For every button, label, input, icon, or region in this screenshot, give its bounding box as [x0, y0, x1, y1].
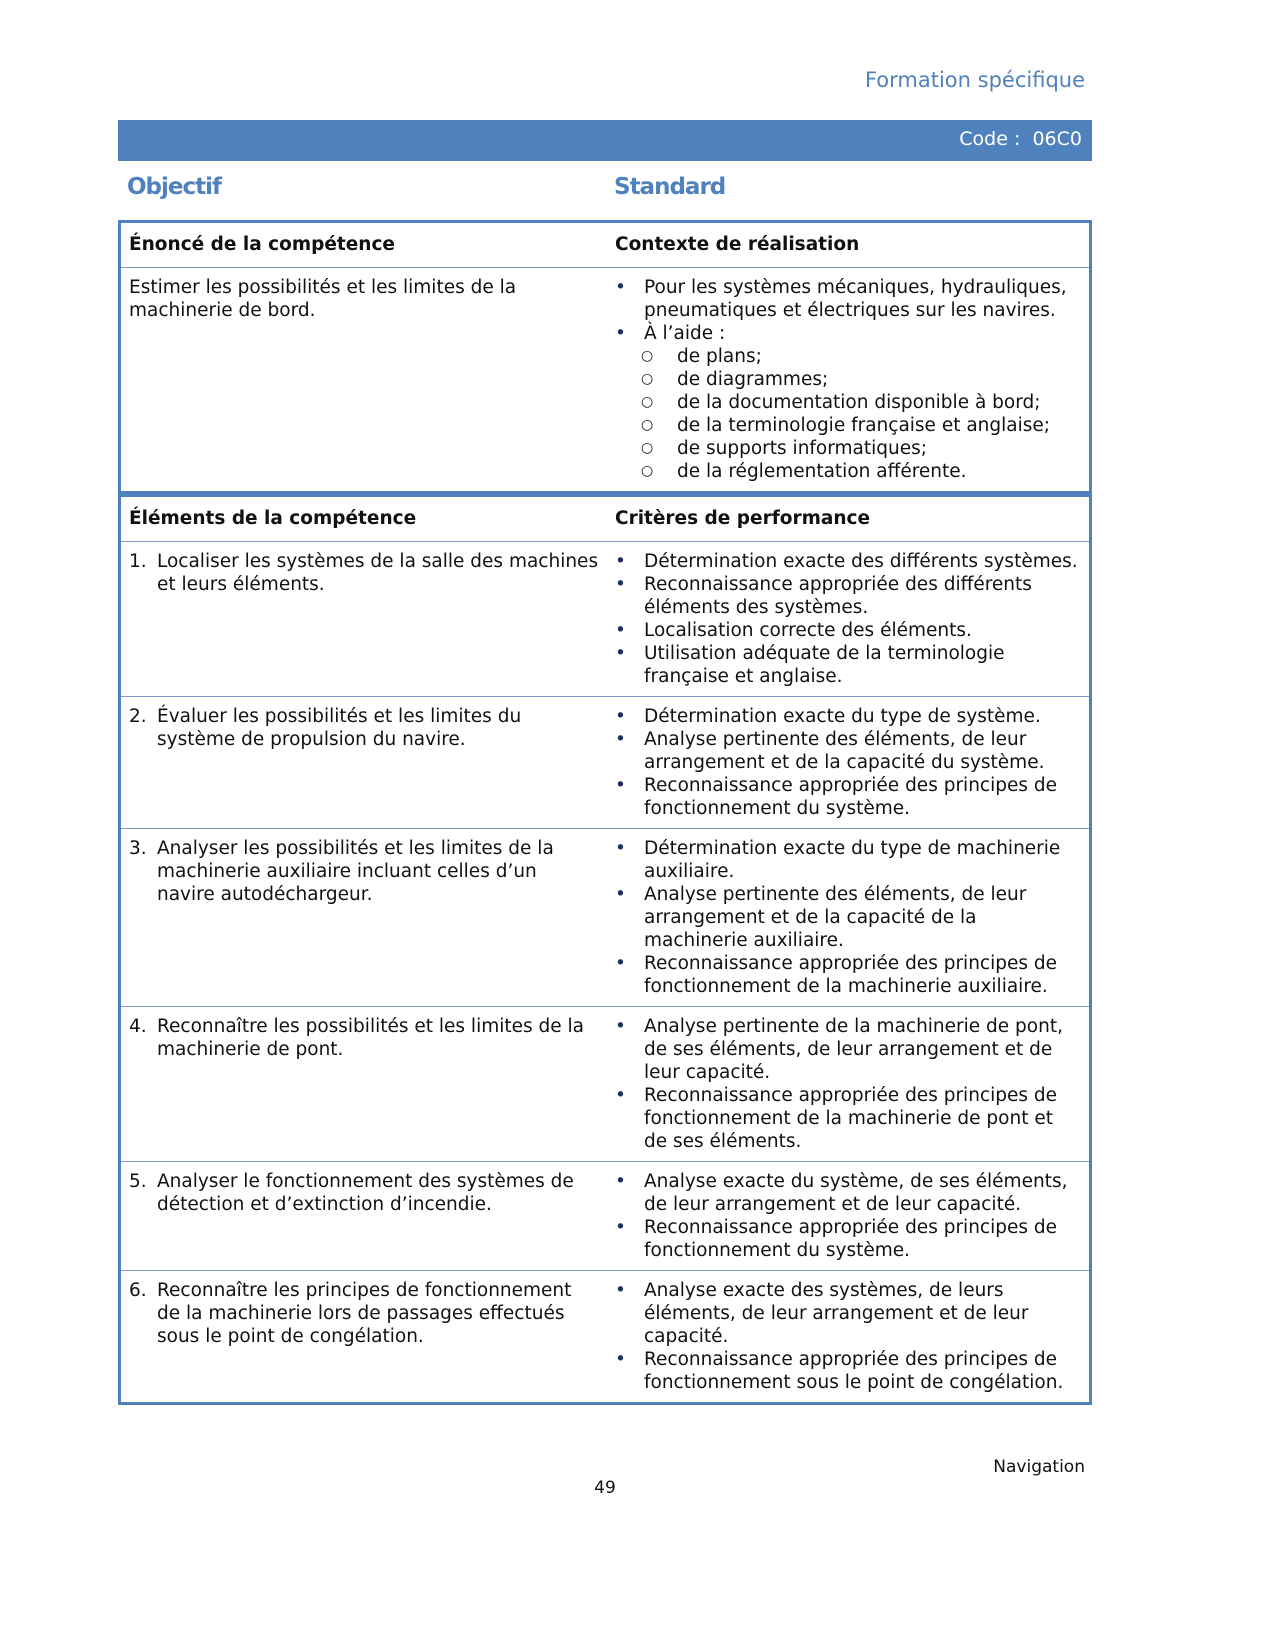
list-item-text: À l’aide :: [644, 323, 726, 344]
list-item-text: Analyse pertinente des éléments, de leur arrangement et de la capacité de la machinerie auxiliaire.: [644, 884, 1027, 951]
table-row: [120, 1162, 1091, 1271]
element-cell: [120, 1162, 608, 1271]
bullet-icon: •: [615, 323, 626, 344]
bullet-icon: •: [615, 1016, 626, 1037]
list-item-text: Reconnaissance appropriée des principes de fonctionnement du système.: [644, 775, 1058, 819]
table-row: [120, 697, 1091, 829]
list-item-text: Analyse pertinente des éléments, de leur arrangement et de la capacité du système.: [644, 729, 1045, 773]
list-item: [615, 1216, 1081, 1262]
list-item: [615, 952, 1081, 998]
code-value: 06C0: [1032, 128, 1082, 150]
bullet-icon: •: [615, 1349, 626, 1370]
elements-header: Éléments de la compétence: [120, 496, 608, 542]
element-text: Analyser le fonctionnement des systèmes de détection et d’extinction d’incendie.: [157, 1171, 574, 1215]
bullet-icon: •: [615, 277, 626, 298]
element-item: [129, 1170, 599, 1216]
standard-heading: Standard: [614, 174, 726, 200]
table-row: [120, 1007, 1091, 1162]
enonce-text: Estimer les possibilités et les limites de la machinerie de bord.: [120, 268, 608, 493]
bullet-icon: •: [615, 1171, 626, 1192]
bullet-icon: •: [615, 706, 626, 727]
bullet-icon: •: [615, 574, 626, 595]
list-item-text: Détermination exacte du type de machinerie auxiliaire.: [644, 838, 1061, 882]
sub-list-item: [615, 345, 1081, 368]
contexte-header: Contexte de réalisation: [607, 222, 1091, 268]
list-item-text: Reconnaissance appropriée des différents éléments des systèmes.: [644, 574, 1032, 618]
list-item: [615, 573, 1081, 619]
table-row: [120, 1271, 1091, 1404]
list-item-text: Analyse exacte des systèmes, de leurs éléments, de leur arrangement et de leur capacité.: [644, 1280, 1029, 1347]
code-label: Code :: [959, 128, 1021, 150]
table-row: [120, 829, 1091, 1007]
circle-bullet-icon: ○: [641, 371, 654, 387]
list-item-text: de diagrammes;: [677, 369, 829, 390]
list-item: [615, 1170, 1081, 1216]
bullet-icon: •: [615, 729, 626, 750]
list-item-text: Reconnaissance appropriée des principes de fonctionnement du système.: [644, 1217, 1058, 1261]
elements-table: [118, 494, 1092, 1405]
list-item: [615, 705, 1081, 728]
element-number: 1.: [129, 551, 147, 572]
list-item: [615, 550, 1081, 573]
bullet-icon: •: [615, 551, 626, 572]
list-item: [615, 1279, 1081, 1348]
element-item: [129, 837, 599, 906]
bullet-icon: •: [615, 1085, 626, 1106]
element-text: Reconnaître les possibilités et les limites de la machinerie de pont.: [157, 1016, 585, 1060]
bullet-icon: •: [615, 1280, 626, 1301]
element-item: [129, 705, 599, 751]
criteria-list: [615, 550, 1081, 688]
bullet-icon: •: [615, 620, 626, 641]
list-item-text: Localisation correcte des éléments.: [644, 620, 972, 641]
element-text: Évaluer les possibilités et les limites du système de propulsion du navire.: [157, 706, 522, 750]
element-number: 6.: [129, 1280, 147, 1301]
element-cell: [120, 1007, 608, 1162]
element-number: 3.: [129, 838, 147, 859]
list-item: [615, 728, 1081, 774]
circle-bullet-icon: ○: [641, 348, 654, 364]
criteria-cell: [607, 1162, 1091, 1271]
enonce-table: [118, 220, 1092, 494]
list-item-text: de la terminologie française et anglaise;: [677, 415, 1051, 436]
criteria-cell: [607, 1271, 1091, 1404]
list-item: [615, 837, 1081, 883]
list-item-text: Reconnaissance appropriée des principes de fonctionnement de la machinerie de pont et de ses éléments.: [644, 1085, 1058, 1152]
section-title: Formation spécifique: [864, 68, 1085, 92]
criteria-list: [615, 1015, 1081, 1153]
list-item: [615, 1348, 1081, 1394]
sub-list-item: [615, 460, 1081, 483]
bullet-icon: •: [615, 884, 626, 905]
criteria-cell: [607, 542, 1091, 697]
element-text: Analyser les possibilités et les limites de la machinerie auxiliaire incluant celles d’un navire autodéchargeur.: [157, 838, 554, 905]
list-item-text: Analyse exacte du système, de ses éléments, de leur arrangement et de leur capacité.: [644, 1171, 1068, 1215]
list-item-text: Analyse pertinente de la machinerie de pont, de ses éléments, de leur arrangement et de leur capacité.: [644, 1016, 1063, 1083]
navigation-link[interactable]: Navigation: [993, 1457, 1085, 1477]
list-item: [615, 883, 1081, 952]
criteria-list: [615, 1170, 1081, 1262]
criteria-header: Critères de performance: [607, 496, 1091, 542]
list-item-text: Détermination exacte des différents systèmes.: [644, 551, 1078, 572]
list-item-text: Détermination exacte du type de système.: [644, 706, 1041, 727]
list-item: [615, 774, 1081, 820]
element-cell: [120, 542, 608, 697]
list-item: [615, 1084, 1081, 1153]
element-number: 4.: [129, 1016, 147, 1037]
sub-list-item: [615, 391, 1081, 414]
list-item: [615, 642, 1081, 688]
enonce-header: Énoncé de la compétence: [120, 222, 608, 268]
criteria-cell: [607, 697, 1091, 829]
list-item: [615, 619, 1081, 642]
circle-bullet-icon: ○: [641, 394, 654, 410]
list-item: [615, 1015, 1081, 1084]
list-item-text: Pour les systèmes mécaniques, hydrauliques, pneumatiques et électriques sur les navires.: [644, 277, 1067, 321]
circle-bullet-icon: ○: [641, 417, 654, 433]
circle-bullet-icon: ○: [641, 440, 654, 456]
list-item-text: de la documentation disponible à bord;: [677, 392, 1041, 413]
criteria-list: [615, 705, 1081, 820]
sub-list-item: [615, 414, 1081, 437]
element-item: [129, 1015, 599, 1061]
element-cell: [120, 697, 608, 829]
bullet-icon: •: [615, 953, 626, 974]
criteria-cell: [607, 1007, 1091, 1162]
bullet-icon: •: [615, 838, 626, 859]
list-item-text: Utilisation adéquate de la terminologie française et anglaise.: [644, 643, 1005, 687]
element-number: 2.: [129, 706, 147, 727]
list-item-text: de supports informatiques;: [677, 438, 928, 459]
list-item: [615, 276, 1081, 322]
sub-list-item: [615, 368, 1081, 391]
bullet-icon: •: [615, 1217, 626, 1238]
criteria-list: [615, 1279, 1081, 1394]
element-item: [129, 1279, 599, 1348]
objectif-heading: Objectif: [127, 174, 222, 200]
sub-list-item: [615, 437, 1081, 460]
criteria-list: [615, 837, 1081, 998]
list-item-text: de la réglementation afférente.: [677, 461, 967, 482]
list-item-text: Reconnaissance appropriée des principes de fonctionnement de la machinerie auxiliaire.: [644, 953, 1058, 997]
element-cell: [120, 1271, 608, 1404]
bullet-icon: •: [615, 775, 626, 796]
element-text: Localiser les systèmes de la salle des machines et leurs éléments.: [157, 551, 599, 595]
element-number: 5.: [129, 1171, 147, 1192]
list-item-text: Reconnaissance appropriée des principes de fonctionnement sous le point de congélation.: [644, 1349, 1064, 1393]
page-number: 49: [594, 1478, 616, 1498]
criteria-cell: [607, 829, 1091, 1007]
code-bar: [118, 120, 1092, 161]
circle-bullet-icon: ○: [641, 463, 654, 479]
list-item: [615, 322, 1081, 345]
bullet-icon: •: [615, 643, 626, 664]
table-row: [120, 542, 1091, 697]
contexte-list: [615, 276, 1081, 483]
element-cell: [120, 829, 608, 1007]
element-item: [129, 550, 599, 596]
element-text: Reconnaître les principes de fonctionnement de la machinerie lors de passages effectués sous le point de congélation.: [157, 1280, 572, 1347]
list-item-text: de plans;: [677, 346, 762, 367]
